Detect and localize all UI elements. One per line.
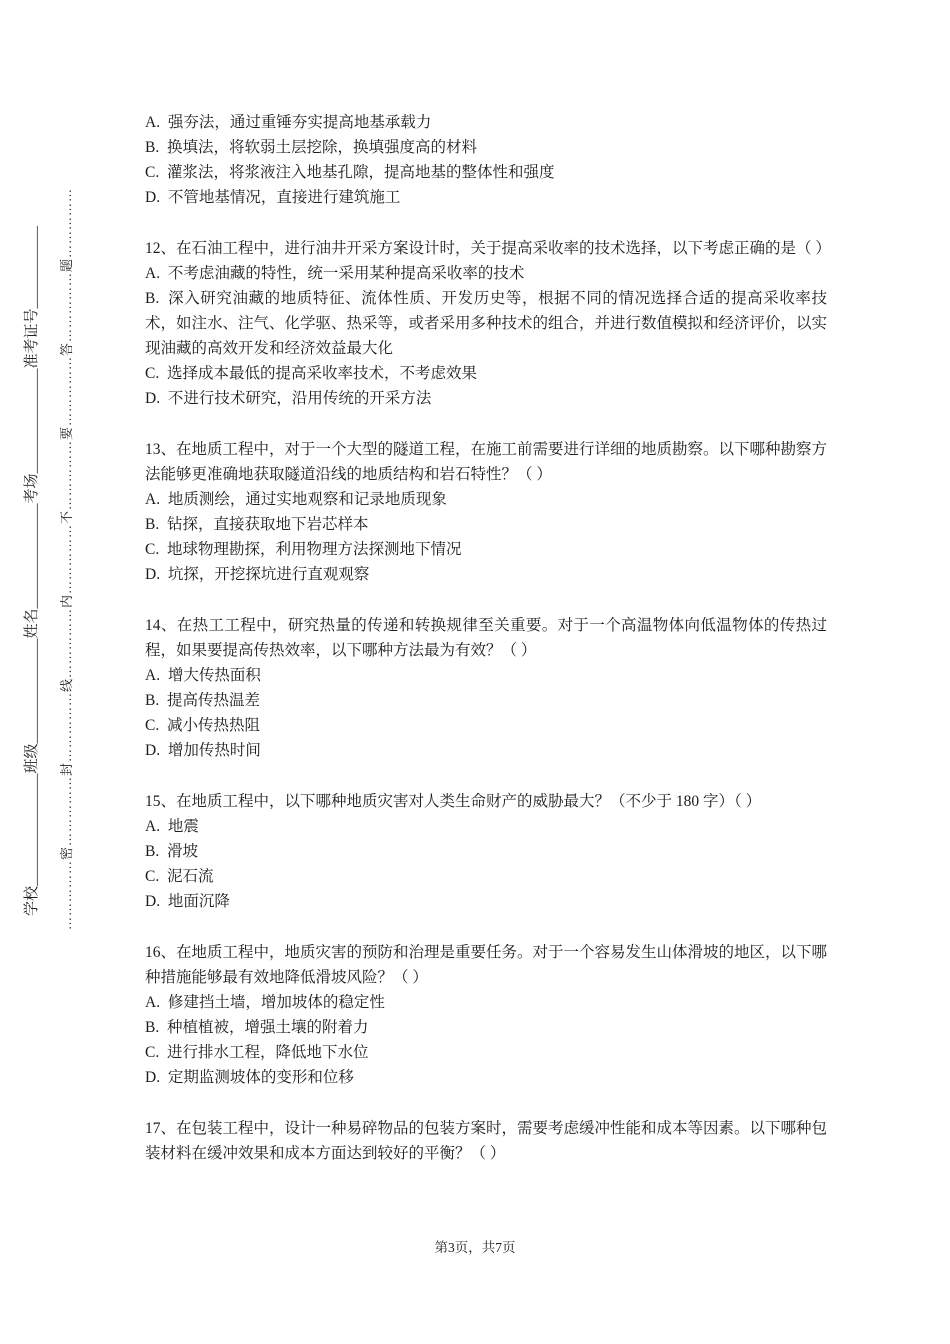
question-option: C. 进行排水工程，降低地下水位	[145, 1044, 369, 1061]
question-option: D. 地面沉降	[145, 893, 230, 910]
question-15	[145, 789, 827, 914]
question-option: D. 不管地基情况，直接进行建筑施工	[145, 189, 401, 206]
student-info-fields: 学校_______________班级______________姓名______________考场______________准考证号___________	[24, 225, 40, 916]
question-11-options	[145, 110, 827, 210]
question-option: D. 增加传热时间	[145, 742, 261, 759]
question-14	[145, 613, 827, 763]
question-option: A. 地震	[145, 818, 199, 835]
question-option: A. 地质测绘，通过实地观察和记录地质现象	[145, 491, 447, 508]
question-option: B. 提高传热温差	[145, 692, 260, 709]
question-option: A. 增大传热面积	[145, 667, 261, 684]
question-13	[145, 437, 827, 587]
page-footer: 第3页，共7页	[434, 1240, 516, 1255]
question-option: B. 深入研究油藏的地质特征、流体性质、开发历史等，根据不同的情况选择合适的提高采收率技术，如注水、注气、化学驱、热采等，或者采用多种技术的组合，并进行数值模拟和经济评价，以实现油藏的高效开发和经济效益最大化	[145, 290, 828, 357]
question-stem: 13、在地质工程中，对于一个大型的隧道工程，在施工前需要进行详细的地质勘察。以下哪种勘察方法能够更准确地获取隧道沿线的地质结构和岩石特性？（ ）	[145, 441, 828, 483]
question-option: D. 定期监测坡体的变形和位移	[145, 1069, 354, 1086]
question-option: C. 地球物理勘探，利用物理方法探测地下情况	[145, 541, 462, 558]
question-option: C. 减小传热热阻	[145, 717, 260, 734]
question-stem: 16、在地质工程中，地质灾害的预防和治理是重要任务。对于一个容易发生山体滑坡的地区，以下哪种措施能够最有效地降低滑坡风险？（ ）	[145, 944, 828, 986]
question-option: D. 坑探，开挖探坑进行直观观察	[145, 566, 370, 583]
question-option: B. 滑坡	[145, 843, 198, 860]
question-stem: 17、在包装工程中，设计一种易碎物品的包装方案时，需要考虑缓冲性能和成本等因素。以下哪种包装材料在缓冲效果和成本方面达到较好的平衡？（ ）	[145, 1120, 828, 1162]
question-option: D. 不进行技术研究，沿用传统的开采方法	[145, 390, 432, 407]
exam-content	[145, 110, 831, 1166]
question-17	[145, 1116, 827, 1166]
seal-line: ……………密……………封……………线……………内……………不……………要……………答……………题……………	[59, 187, 74, 930]
question-option: C. 泥石流	[145, 868, 214, 885]
question-option: B. 换填法，将软弱土层挖除，换填强度高的材料	[145, 139, 477, 156]
question-option: C. 选择成本最低的提高采收率技术，不考虑效果	[145, 365, 477, 382]
question-option: C. 灌浆法，将浆液注入地基孔隙，提高地基的整体性和强度	[145, 164, 555, 181]
question-option: A. 不考虑油藏的特性，统一采用某种提高采收率的技术	[145, 265, 525, 282]
question-option: B. 种植植被，增强土壤的附着力	[145, 1019, 369, 1036]
question-stem: 14、在热工工程中，研究热量的传递和转换规律至关重要。对于一个高温物体向低温物体的传热过程，如果要提高传热效率，以下哪种方法最为有效？（ ）	[145, 617, 827, 659]
question-stem: 12、在石油工程中，进行油井开采方案设计时，关于提高采收率的技术选择，以下考虑正确的是（ ）	[145, 240, 831, 257]
question-16	[145, 940, 827, 1090]
question-option: B. 钻探，直接获取地下岩芯样本	[145, 516, 369, 533]
question-option: A. 修建挡土墙，增加坡体的稳定性	[145, 994, 385, 1011]
question-12	[145, 236, 831, 411]
question-option: A. 强夯法，通过重锤夯实提高地基承载力	[145, 114, 432, 131]
question-stem: 15、在地质工程中，以下哪种地质灾害对人类生命财产的威胁最大？（不少于 180 字）（ ）	[145, 793, 762, 810]
